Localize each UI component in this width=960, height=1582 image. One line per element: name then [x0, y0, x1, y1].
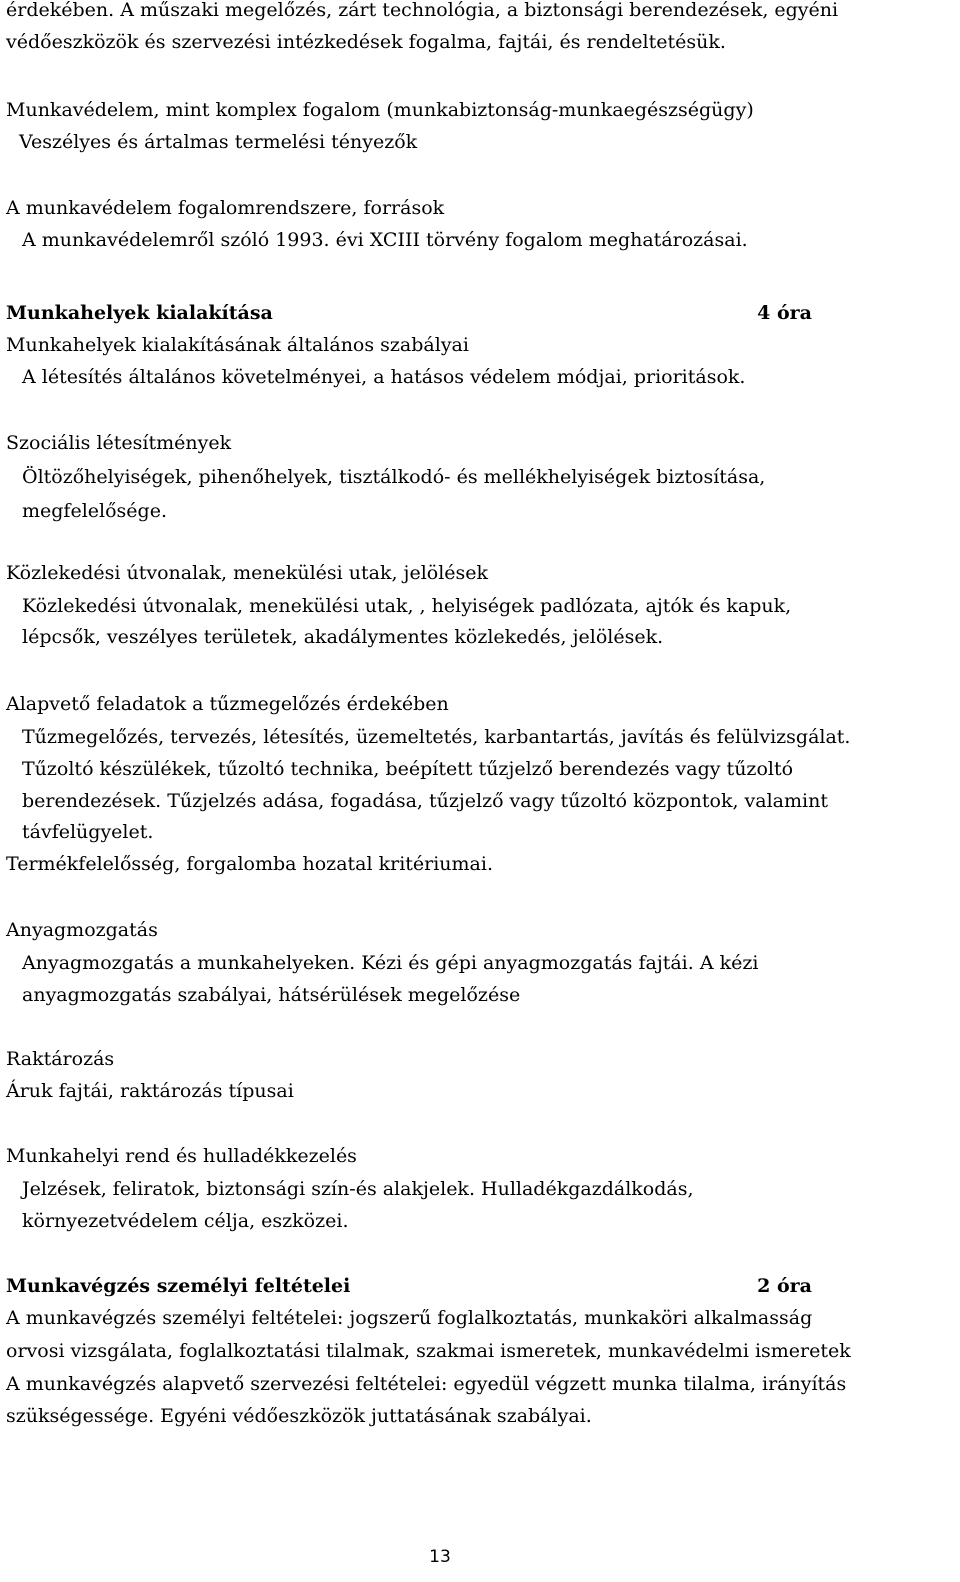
section1-hours: 4 óra: [757, 302, 812, 324]
section1-sub-line-1: A létesítés általános követelményei, a hatásos védelem módjai, prioritások.: [22, 366, 746, 388]
waste-line-2: környezetvédelem célja, eszközei.: [22, 1210, 349, 1232]
material-line-2: anyagmozgatás szabályai, hátsérülések megelőzése: [22, 984, 521, 1006]
section1-title: Munkahelyek kialakítása: [6, 302, 273, 324]
traffic-heading: Közlekedési útvonalak, menekülési utak, jelölések: [6, 562, 489, 584]
section2-title: Munkavégzés személyi feltételei: [6, 1275, 351, 1297]
fire-line-2: Tűzoltó készülékek, tűzoltó technika, beépített tűzjelző berendezés vagy tűzoltó: [22, 758, 794, 780]
block1-line-1: Munkavédelem, mint komplex fogalom (munkabiztonság-munkaegészségügy): [6, 99, 754, 121]
section2-line-2: orvosi vizsgálata, foglalkoztatási tilalmak, szakmai ismeretek, munkavédelmi ismeretek: [6, 1340, 851, 1362]
block2-line-1: A munkavédelemről szóló 1993. évi XCIII törvény fogalom meghatározásai.: [22, 229, 748, 251]
social-line-1: Öltözőhelyiségek, pihenőhelyek, tisztálkodó- és mellékhelyiségek biztosítása,: [22, 466, 766, 488]
fire-line-4: távfelügyelet.: [22, 821, 154, 843]
section2-line-3: A munkavégzés alapvető szervezési feltételei: egyedül végzett munka tilalma, irányítás: [6, 1373, 847, 1395]
intro-line-2: védőeszközök és szervezési intézkedések fogalma, fajtái, és rendeltetésük.: [6, 31, 726, 53]
traffic-line-1: Közlekedési útvonalak, menekülési utak, , helyiségek padlózata, ajtók és kapuk,: [22, 595, 792, 617]
section2-line-4: szükségessége. Egyéni védőeszközök juttatásának szabályai.: [6, 1405, 592, 1427]
section2-hours: 2 óra: [757, 1275, 812, 1297]
page-number: 13: [429, 1547, 451, 1567]
block1-line-2: Veszélyes és ártalmas termelési tényezők: [19, 131, 418, 153]
waste-heading: Munkahelyi rend és hulladékkezelés: [6, 1145, 357, 1167]
storage-line-1: Áruk fajtái, raktározás típusai: [6, 1080, 294, 1102]
social-line-2: megfelelősége.: [22, 500, 167, 522]
fire-line-3: berendezések. Tűzjelzés adása, fogadása, tűzjelző vagy tűzoltó központok, valamint: [22, 790, 828, 812]
intro-line-1: érdekében. A műszaki megelőzés, zárt technológia, a biztonsági berendezések, egyéni: [6, 0, 839, 21]
block2-heading: A munkavédelem fogalomrendszere, források: [6, 197, 445, 219]
social-heading: Szociális létesítmények: [6, 432, 232, 454]
section1-sub-heading: Munkahelyek kialakításának általános szabályai: [6, 334, 469, 356]
material-line-1: Anyagmozgatás a munkahelyeken. Kézi és gépi anyagmozgatás fajtái. A kézi: [22, 952, 759, 974]
traffic-line-2: lépcsők, veszélyes területek, akadálymentes közlekedés, jelölések.: [22, 626, 664, 648]
fire-line-5: Termékfelelősség, forgalomba hozatal kritériumai.: [6, 853, 494, 875]
waste-line-1: Jelzések, feliratok, biztonsági szín-és alakjelek. Hulladékgazdálkodás,: [22, 1178, 694, 1200]
fire-line-1: Tűzmegelőzés, tervezés, létesítés, üzemeltetés, karbantartás, javítás és felülvizsgálat.: [22, 726, 851, 748]
section2-line-1: A munkavégzés személyi feltételei: jogszerű foglalkoztatás, munkaköri alkalmasság: [6, 1307, 813, 1329]
storage-heading: Raktározás: [6, 1048, 115, 1070]
fire-heading: Alapvető feladatok a tűzmegelőzés érdekében: [6, 693, 449, 715]
material-heading: Anyagmozgatás: [6, 919, 158, 941]
